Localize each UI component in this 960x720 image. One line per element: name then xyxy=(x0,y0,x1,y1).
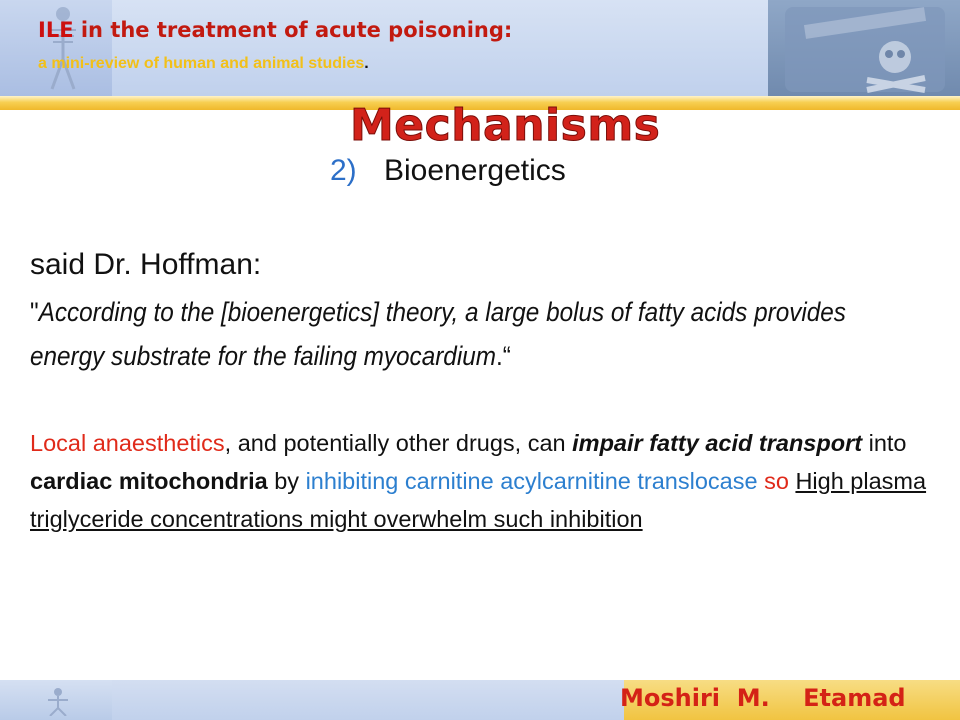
header-subtitle xyxy=(38,55,369,73)
quote-close-mark: .“ xyxy=(495,341,511,371)
slide-heading: Mechanisms xyxy=(350,100,661,151)
poison-sign-icon xyxy=(775,2,955,97)
para-so: so xyxy=(757,468,796,494)
subtitle-dot: . xyxy=(364,55,369,72)
header-middle-panel xyxy=(112,0,768,100)
subheading-number: 2) xyxy=(330,154,357,187)
header-title xyxy=(38,18,512,42)
said-line: said Dr. Hoffman: xyxy=(30,248,262,281)
quote-block xyxy=(30,290,910,378)
subtitle-text: a mini-review of human and animal studies xyxy=(38,55,365,72)
para-conclusion: High plasma triglyceride concentrations might overwhelm such inhibition xyxy=(30,468,927,532)
para-segment-2: , and potentially other drugs, can xyxy=(224,430,573,456)
quote-open-mark: " xyxy=(30,297,39,327)
para-segment-4: into xyxy=(862,430,907,456)
para-inhibiting-translocase: inhibiting carnitine acylcarnitine translocase xyxy=(305,468,758,494)
para-cardiac-mitochondria: cardiac mitochondria xyxy=(30,468,268,494)
header-band xyxy=(0,0,960,110)
explanation-paragraph xyxy=(30,424,930,538)
title-rest: in the treatment of acute poisoning: xyxy=(73,18,513,42)
footer-middle-panel xyxy=(112,680,624,720)
subheading-text: Bioenergetics xyxy=(384,154,566,187)
para-local-anaesthetics: Local anaesthetics xyxy=(30,430,225,456)
title-ile: ILE xyxy=(38,18,74,42)
footer-skeleton-icon xyxy=(38,686,78,716)
para-segment-6: by xyxy=(267,468,306,494)
author-credit: Moshiri M. Etamad xyxy=(620,684,906,712)
para-impair-transport: impair fatty acid transport xyxy=(572,430,863,456)
quote-text: According to the [bioenergetics] theory, a large bolus of fatty acids provides energy substrate for the failing myocardium xyxy=(30,297,846,371)
